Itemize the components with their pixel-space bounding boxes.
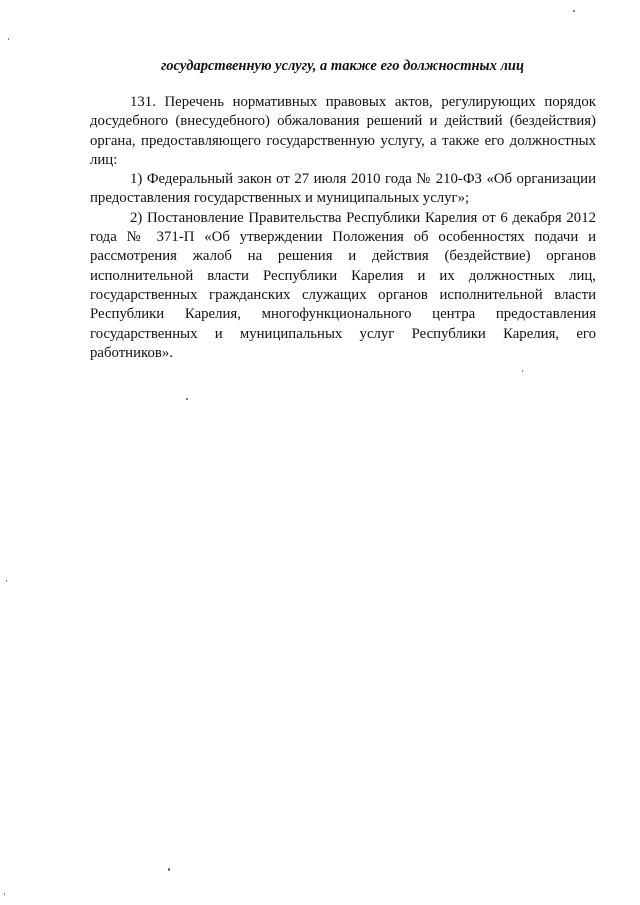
paragraph-item-1: 1) Федеральный закон от 27 июля 2010 года № 210-ФЗ «Об организации предоставления государственных и муниципальных услуг»; [90, 171, 596, 207]
scan-speck [522, 370, 523, 372]
scan-speck [168, 868, 170, 871]
scan-speck [4, 893, 5, 895]
paragraph-131: 131. Перечень нормативных правовых актов, регулирующих порядок досудебного (внесудебного) обжалования решений и действий (бездействия) органа, предоставляющего государственную услугу, а также его должностных лиц: [90, 94, 596, 168]
paragraph-item-2: 2) Постановление Правительства Республики Карелия от 6 декабря 2012 года № 371-П «Об утверждении Положения об особенностях подачи и рассмотрения жалоб на решения и действия (бездействие) органов исполнительной власти Республики Карелия и их должностных лиц, государственных гражданских служащих органов исполнительной власти Республики Карелия, многофункционального центра предоставления государственных и муниципальных услуг Республики Карелия, его работников». [90, 209, 596, 361]
scan-speck [8, 38, 9, 40]
document-body [90, 93, 596, 363]
scan-speck [6, 580, 7, 582]
scan-speck [573, 10, 575, 12]
section-heading: государственную услугу, а также его должностных лиц [160, 58, 525, 74]
scan-speck [186, 398, 188, 400]
